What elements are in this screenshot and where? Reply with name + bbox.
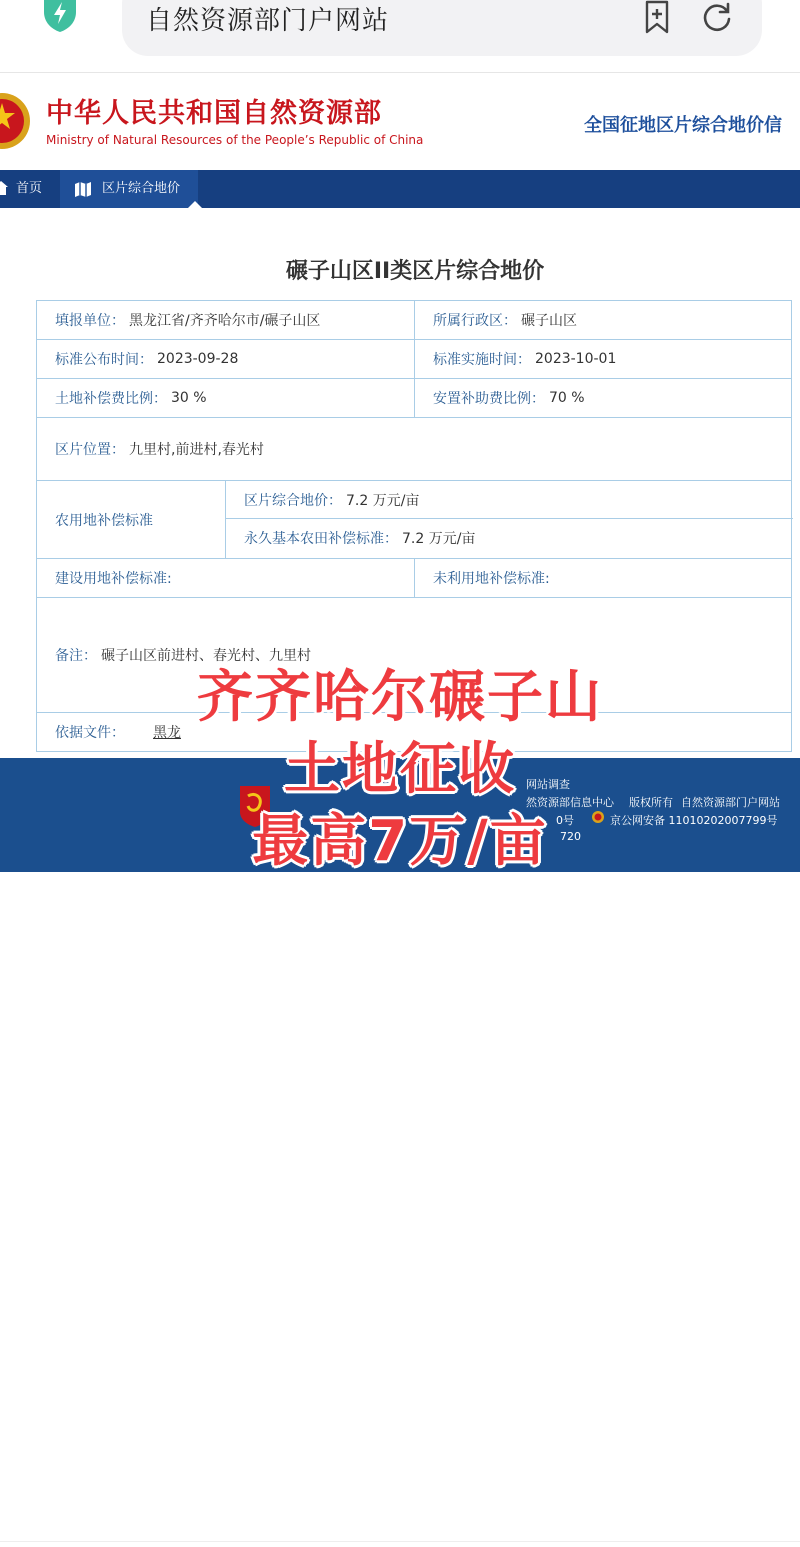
- remark-value: 碾子山区前进村、春光村、九里村: [101, 648, 311, 664]
- main-nav: [0, 170, 800, 208]
- location-cell: [37, 418, 791, 480]
- basic-farmland-label: 永久基本农田补偿标准：: [244, 531, 398, 547]
- header-section-title: 全国征地区片综合地价信: [584, 115, 782, 136]
- bookmark-add-icon[interactable]: [640, 0, 674, 34]
- nav-land-price-label: 区片综合地价: [102, 181, 181, 196]
- active-indicator: [188, 201, 202, 208]
- table-row: [37, 379, 791, 418]
- table-row: [37, 301, 791, 340]
- refresh-icon[interactable]: [700, 0, 734, 34]
- nav-home[interactable]: [0, 170, 58, 208]
- divider: [0, 1541, 800, 1542]
- unused-land-label: 未利用地补偿标准:: [433, 571, 550, 587]
- basis-doc-link[interactable]: 黑龙: [153, 725, 181, 741]
- page-title: 碾子山区II类区片综合地价: [285, 259, 545, 284]
- basic-farmland-value: 7.2 万元/亩: [402, 531, 476, 547]
- publish-date-cell: [37, 340, 414, 378]
- remark-label: 备注：: [55, 648, 97, 664]
- fill-unit-cell: [37, 301, 414, 339]
- shield-icon[interactable]: [42, 0, 78, 34]
- nav-land-price[interactable]: [60, 170, 198, 208]
- table-row: [37, 418, 791, 481]
- browser-toolbar: [0, 0, 800, 72]
- basis-doc-label: 依据文件：: [55, 725, 125, 741]
- site-header: [0, 72, 800, 170]
- resettle-ratio-cell: [414, 379, 791, 417]
- footer-copyright: 版权所有: [629, 796, 673, 809]
- map-icon: [74, 180, 92, 198]
- location-label: 区片位置：: [55, 442, 125, 458]
- land-ratio-label: 土地补偿费比例：: [55, 391, 167, 407]
- unused-land-cell: [414, 559, 791, 597]
- address-bar[interactable]: [122, 0, 762, 56]
- farm-compensation-label: 农用地补偿标准: [37, 481, 226, 558]
- land-ratio-cell: [37, 379, 414, 417]
- farm-compensation-values: [226, 481, 793, 558]
- district-cell: [414, 301, 791, 339]
- fill-unit-value: 黑龙江省/齐齐哈尔市/碾子山区: [129, 313, 321, 329]
- overlay-line-1: 齐齐哈尔碾子山: [197, 665, 603, 730]
- footer-number: 720: [560, 830, 581, 843]
- table-row: [37, 559, 791, 598]
- footer-icp[interactable]: 0号: [556, 814, 574, 827]
- fill-unit-label: 填报单位：: [55, 313, 125, 329]
- construction-land-label: 建设用地补偿标准:: [55, 571, 172, 587]
- resettle-ratio-label: 安置补助费比例：: [433, 391, 545, 407]
- effective-date-label: 标准实施时间：: [433, 352, 531, 368]
- table-row: [37, 481, 791, 559]
- footer-site-name: 自然资源部门户网站: [681, 796, 780, 809]
- farm-compensation-group: [37, 481, 793, 558]
- district-label: 所属行政区：: [433, 313, 517, 329]
- zone-price-cell: [226, 481, 793, 519]
- home-icon: [0, 180, 8, 196]
- footer-info-center: 然资源部信息中心: [526, 796, 614, 809]
- overlay-line-2: 土地征收: [284, 737, 516, 802]
- location-value: 九里村,前进村,春光村: [129, 442, 264, 458]
- nav-home-label: 首页: [16, 181, 43, 196]
- basic-farmland-cell: [226, 519, 793, 557]
- zone-price-value: 7.2 万元/亩: [346, 492, 420, 509]
- address-bar-title: 自然资源部门户网站: [146, 6, 390, 36]
- table-row: [37, 340, 791, 379]
- resettle-ratio-value: 70 %: [549, 390, 585, 406]
- district-value: 碾子山区: [521, 313, 577, 329]
- footer-survey-link[interactable]: 网站调查: [526, 778, 570, 791]
- footer-police-record[interactable]: 京公网安备 11010202007799号: [610, 814, 778, 827]
- publish-date-value: 2023-09-28: [157, 351, 239, 367]
- construction-land-cell: [37, 559, 414, 597]
- publish-date-label: 标准公布时间：: [55, 352, 153, 368]
- ministry-name-en: Ministry of Natural Resources of the People’s Republic of China: [46, 133, 424, 147]
- overlay-caption: [0, 662, 800, 878]
- zone-price-label: 区片综合地价：: [244, 492, 342, 509]
- national-emblem-icon: [0, 89, 32, 153]
- effective-date-value: 2023-10-01: [535, 351, 617, 367]
- effective-date-cell: [414, 340, 791, 378]
- ministry-name-cn[interactable]: 中华人民共和国自然资源部: [46, 98, 382, 129]
- overlay-line-3: 最高7万/亩: [252, 809, 548, 874]
- land-ratio-value: 30 %: [171, 390, 207, 406]
